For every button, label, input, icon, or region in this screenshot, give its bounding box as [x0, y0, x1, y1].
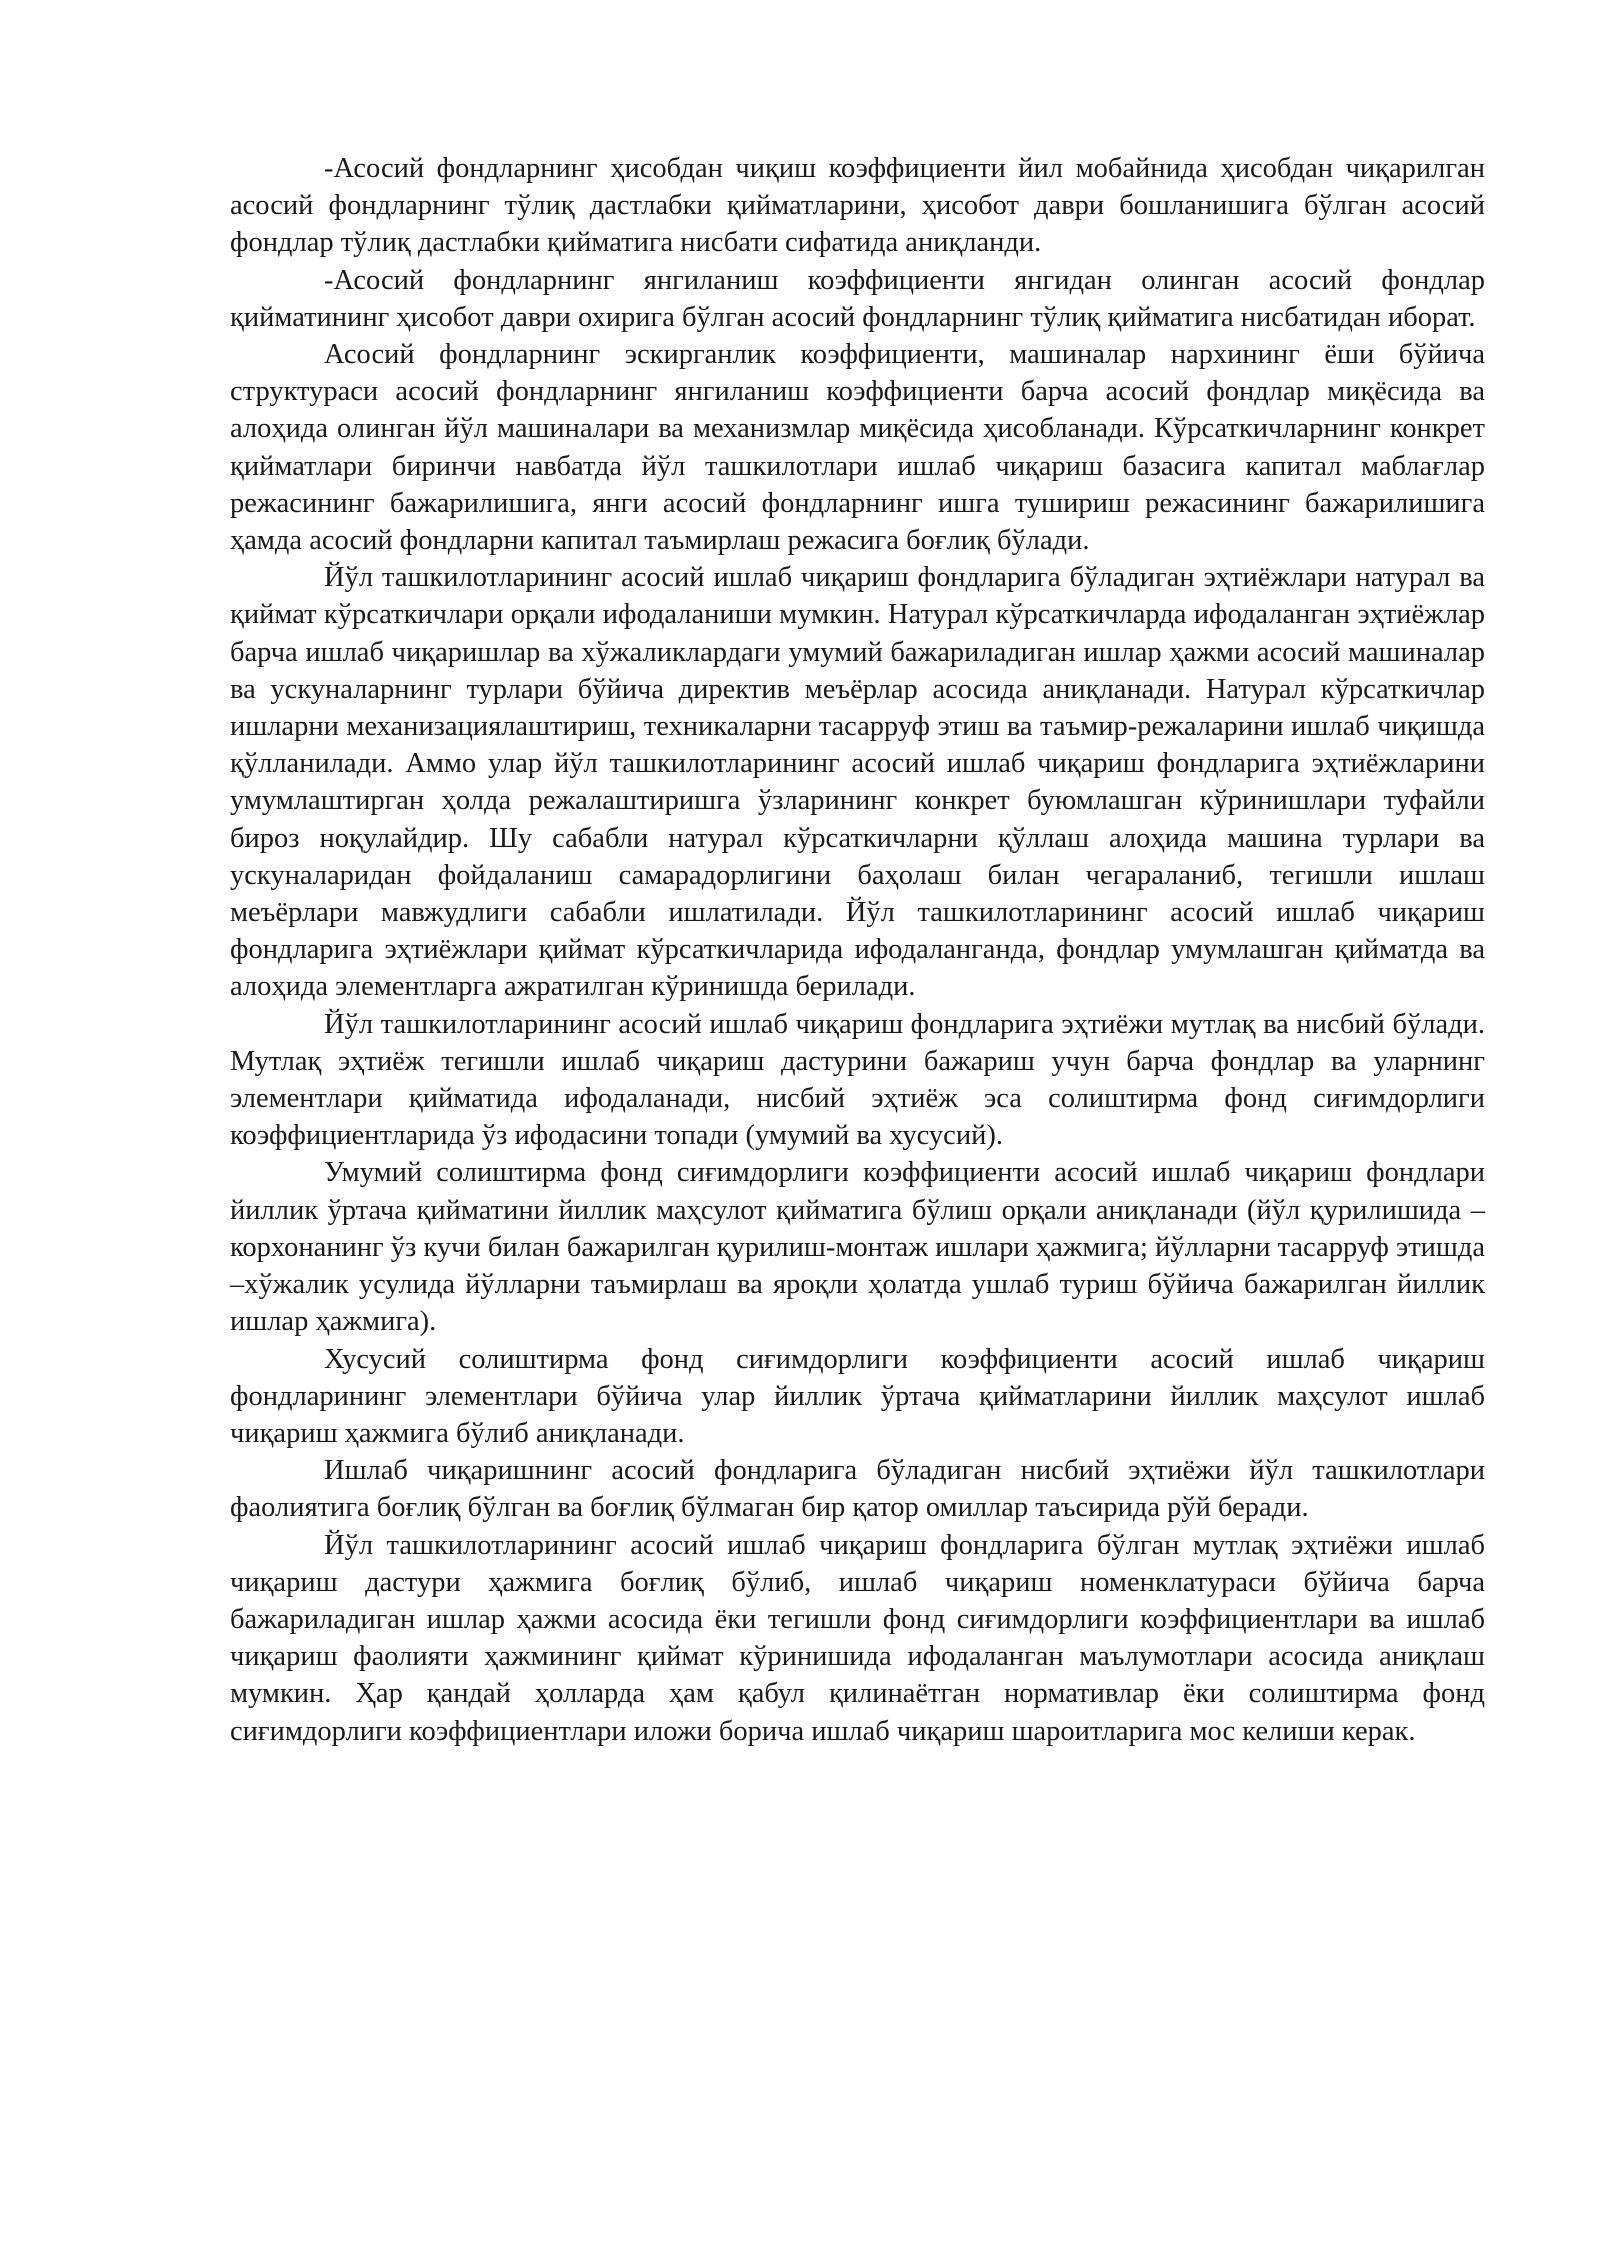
paragraph-absolute-relative-need: Йўл ташкилотларининг асосий ишлаб чиқариш фондларига эҳтиёжи мутлақ ва нисбий бўлади. Мутлақ эҳтиёж тегишли ишлаб чиқариш дастурини бажариш учун барча фондлар ва уларнинг элементлари қийматида ифодаланади, нисбий эҳтиёж эса солиштирма фонд сиғимдорлиги коэффициентларида ўз ифодасини топади (умумий ва хусусий). [230, 1008, 1485, 1152]
document-body [230, 150, 1485, 1750]
paragraph-fund-needs: Йўл ташкилотларининг асосий ишлаб чиқариш фондларига бўладиган эҳтиёжлари натурал ва қиймат кўрсаткичлари орқали ифодаланиши мумкин. Натурал кўрсаткичларда ифодаланган эҳтиёжлар барча ишлаб чиқаришлар ва хўжаликлардаги умумий бажариладиган ишлар ҳажми асосий машиналар ва ускуналарнинг турлари бўйича директив меъёрлар асосида аниқланади. Натурал кўрсаткичлар ишларни механизациялаштириш, техникаларни тасарруф этиш ва таъмир-режаларини ишлаб чиқишда қўлланилади. Аммо улар йўл ташкилотларининг асосий ишлаб чиқариш фондларига эҳтиёжларини умумлаштирган ҳолда режалаштиришга ўзларининг конкрет буюмлашган кўринишлари туфайли бироз ноқулайдир. Шу сабабли натурал кўрсаткичларни қўллаш алоҳида машина турлари ва ускуналаридан фойдаланиш самарадорлигини баҳолаш билан чегараланиб, тегишли ишлаш меъёрлари мавжудлиги сабабли ишлатилади. Йўл ташкилотларининг асосий ишлаб чиқариш фондларига эҳтиёжлари қиймат кўрсаткичларида ифодаланганда, фондлар умумлашган қийматда ва алоҳида элементларга ажратилган кўринишда берилади. [230, 562, 1485, 1003]
paragraph-relative-need-factors: Ишлаб чиқаришнинг асосий фондларига бўладиган нисбий эҳтиёжи йўл ташкилотлари фаолиятига боғлиқ бўлган ва боғлиқ бўлмаган бир қатор омиллар таъсирида рўй беради. [230, 1455, 1485, 1524]
paragraph-specific-capital-intensity: Хусусий солиштирма фонд сиғимдорлиги коэффициенти асосий ишлаб чиқариш фондларининг элементлари бўйича улар йиллик ўртача қийматларини йиллик маҳсулот ишлаб чиқариш ҳажмига бўлиб аниқланади. [230, 1343, 1485, 1449]
paragraph-absolute-need: Йўл ташкилотларининг асосий ишлаб чиқариш фондларига бўлган мутлақ эҳтиёжи ишлаб чиқариш дастури ҳажмига боғлиқ бўлиб, ишлаб чиқариш номенклатураси бўйича барча бажариладиган ишлар ҳажми асосида ёки тегишли фонд сиғимдорлиги коэффициентлари ва ишлаб чиқариш фаолияти ҳажмининг қиймат кўринишида ифодаланган маълумотлари асосида аниқлаш мумкин. Ҳар қандай ҳолларда ҳам қабул қилинаётган нормативлар ёки солиштирма фонд сиғимдорлиги коэффициентлари иложи борича ишлаб чиқариш шароитларига мос келиши керак. [230, 1529, 1485, 1747]
paragraph-renewal-coefficient: -Асосий фондларнинг янгиланиш коэффициенти янгидан олинган асосий фондлар қийматининг ҳисобот даври охирига бўлган асосий фондларнинг тўлиқ қийматига нисбатидан иборат. [230, 264, 1485, 333]
paragraph-wear-coefficient: Асосий фондларнинг эскирганлик коэффициенти, машиналар нархининг ёши бўйича структураси асосий фондларнинг янгиланиш коэффициенти барча асосий фондлар миқёсида ва алоҳида олинган йўл машиналари ва механизмлар миқёсида ҳисобланади. Кўрсаткичларнинг конкрет қийматлари биринчи навбатда йўл ташкилотлари ишлаб чиқариш базасига капитал маблағлар режасининг бажарилишига, янги асосий фондларнинг ишга тушириш режасининг бажарилишига ҳамда асосий фондларни капитал таъмирлаш режасига боғлиқ бўлади. [230, 339, 1485, 557]
paragraph-retirement-coefficient: -Асосий фондларнинг ҳисобдан чиқиш коэффициенти йил мобайнида ҳисобдан чиқарилган асосий фондларнинг тўлиқ дастлабки қийматларини, ҳисобот даври бошланишига бўлган асосий фондлар тўлиқ дастлабки қийматига нисбати сифатида аниқланди. [230, 153, 1485, 259]
paragraph-general-capital-intensity: Умумий солиштирма фонд сиғимдорлиги коэффициенти асосий ишлаб чиқариш фондлари йиллик ўртача қийматини йиллик маҳсулот қийматига бўлиш орқали аниқланади (йўл қурилишида –корхонанинг ўз кучи билан бажарилган қурилиш-монтаж ишлари ҳажмига; йўлларни тасарруф этишда –хўжалик усулида йўлларни таъмирлаш ва яроқли ҳолатда ушлаб туриш бўйича бажарилган йиллик ишлар ҳажмига). [230, 1157, 1485, 1338]
